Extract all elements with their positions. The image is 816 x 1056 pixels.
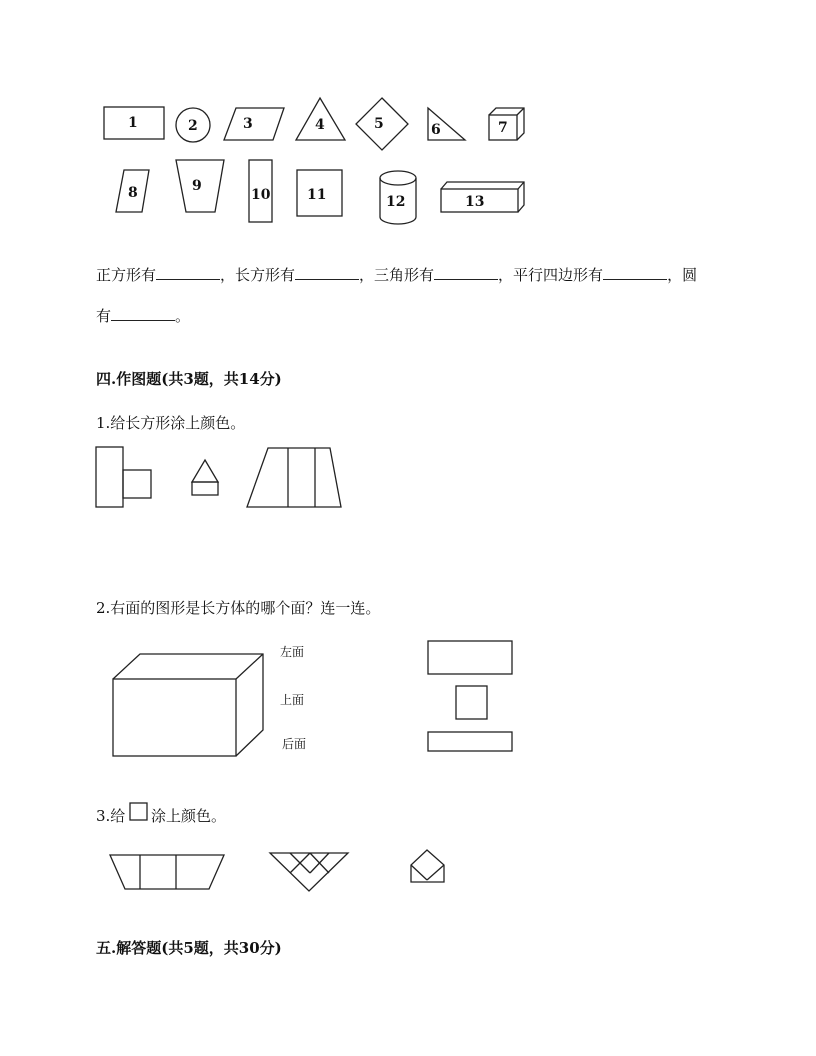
q3-figure-trapezoid	[110, 855, 224, 889]
section4-title: 四.作图题(共3题，共14分)	[96, 370, 282, 388]
shape-label-9: 9	[192, 178, 202, 194]
q3-square-icon	[130, 803, 147, 820]
blank-triangle[interactable]	[434, 265, 498, 280]
label-parallelogram: ，平行四边形有	[498, 266, 604, 284]
q2-face-square	[456, 686, 487, 719]
label-end: 。	[175, 307, 191, 325]
q1-figure-t-shape	[96, 447, 151, 507]
shape-label-8: 8	[128, 185, 138, 201]
shape-label-4: 4	[315, 117, 325, 133]
q2-label-back-face: 后面	[282, 737, 307, 751]
blank-square[interactable]	[156, 265, 220, 280]
q1-figure-trapezoid	[247, 448, 341, 507]
q3-figure-triangles	[270, 853, 348, 891]
label-square: 正方形有	[96, 266, 157, 284]
shape-label-2: 2	[188, 118, 198, 134]
section4-q2: 2.右面的图形是长方体的哪个面？连一连。	[96, 599, 381, 617]
shape-label-7: 7	[498, 120, 508, 136]
shape-label-13: 13	[465, 194, 485, 210]
label-circle: ，圆	[667, 266, 698, 284]
q3-figure-envelope	[411, 850, 444, 882]
shape-label-5: 5	[374, 116, 384, 132]
q2-face-wide-rectangle	[428, 641, 512, 674]
q2-label-top-face: 上面	[280, 693, 305, 707]
fill-question-line1	[96, 265, 697, 285]
section4-q1: 1.给长方形涂上颜色。	[96, 414, 246, 432]
q1-figure-house	[192, 460, 218, 495]
blank-parallelogram[interactable]	[603, 265, 667, 280]
shape-label-3: 3	[243, 116, 253, 132]
label-circle-line2: 有	[96, 307, 112, 325]
shape-label-1: 1	[128, 115, 138, 131]
blank-circle[interactable]	[111, 306, 175, 321]
shape-3-parallelogram	[224, 108, 284, 140]
section4-q3-suffix: 涂上颜色。	[151, 807, 227, 825]
shape-label-11: 11	[307, 187, 327, 203]
q2-face-flat-rectangle	[428, 732, 512, 751]
section5-title: 五.解答题(共5题，共30分)	[96, 939, 282, 957]
shape-label-6: 6	[431, 122, 441, 138]
label-rectangle: ，长方形有	[220, 266, 296, 284]
label-triangle: ，三角形有	[359, 266, 435, 284]
shape-label-10: 10	[251, 187, 271, 203]
q2-cuboid	[113, 654, 263, 756]
blank-rectangle[interactable]	[295, 265, 359, 280]
shape-label-12: 12	[386, 194, 406, 210]
q2-label-left-face: 左面	[280, 645, 305, 659]
section4-q3-prefix: 3.给	[96, 807, 126, 825]
fill-question-line2	[96, 306, 190, 326]
